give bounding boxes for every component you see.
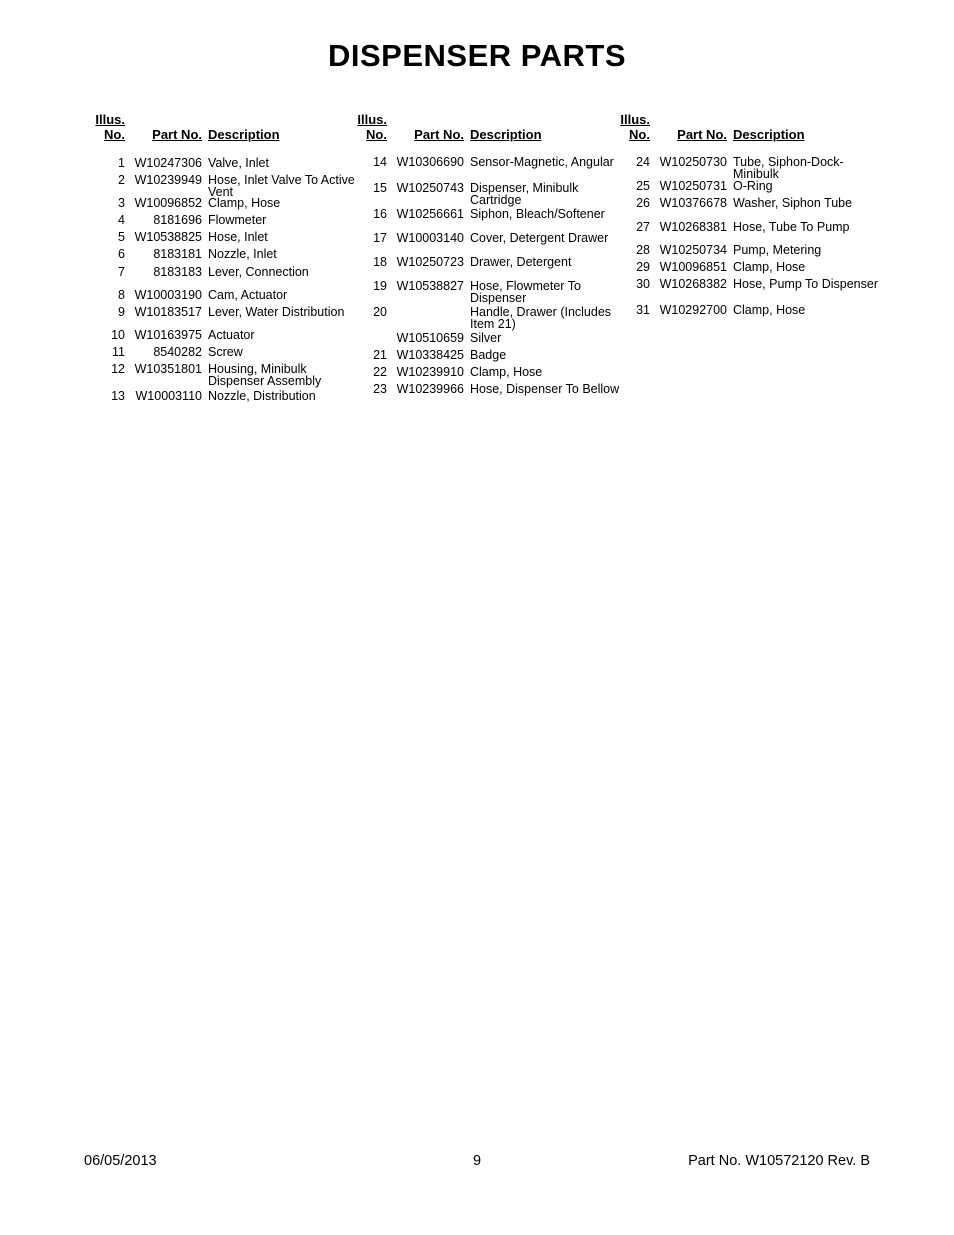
part-no-cell: W10250723 bbox=[396, 255, 464, 269]
part-no-cell: W10096852 bbox=[134, 196, 202, 210]
part-no-cell: W10250731 bbox=[659, 179, 727, 193]
description-cell: Lever, Connection bbox=[208, 265, 309, 279]
description-cell: Hose, Pump To Dispenser bbox=[733, 277, 878, 291]
illus-no-cell: 16 bbox=[373, 207, 387, 221]
illus-no-cell: 12 bbox=[111, 362, 125, 376]
illus-no-cell: 10 bbox=[111, 328, 125, 342]
description-cell: Screw bbox=[208, 345, 243, 359]
part-no-cell: 8181696 bbox=[153, 213, 202, 227]
illus-no-cell: 28 bbox=[636, 243, 650, 257]
illus-no-cell: 30 bbox=[636, 277, 650, 291]
illus-no-cell: 29 bbox=[636, 260, 650, 274]
description-cell: Clamp, Hose bbox=[208, 196, 281, 210]
illus-no-cell: 9 bbox=[118, 305, 125, 319]
illus-no-cell: 15 bbox=[373, 181, 387, 195]
illus-no-cell: 3 bbox=[118, 196, 125, 210]
description-cell: Handle, Drawer (Includes Item 21) bbox=[470, 305, 612, 331]
illus-no-cell: 18 bbox=[373, 255, 387, 269]
illus-no-cell: 27 bbox=[636, 220, 650, 234]
no-header: No. bbox=[629, 127, 650, 142]
description-cell: Hose, Inlet Valve To Active Vent bbox=[208, 173, 355, 199]
description-cell: Pump, Metering bbox=[733, 243, 822, 257]
illus-no-cell: 2 bbox=[118, 173, 125, 187]
description-cell: Lever, Water Distribution bbox=[208, 305, 345, 319]
part-no-cell: W10256661 bbox=[396, 207, 464, 221]
description-cell: Valve, Inlet bbox=[208, 156, 269, 170]
description-header: Description bbox=[470, 127, 542, 142]
page-title: DISPENSER PARTS bbox=[327, 38, 627, 73]
part-no-cell: W10163975 bbox=[134, 328, 202, 342]
illus-no-cell: 5 bbox=[118, 230, 125, 244]
description-cell: Hose, Inlet bbox=[208, 230, 268, 244]
part-no-cell: 8183183 bbox=[153, 265, 202, 279]
description-cell: Washer, Siphon Tube bbox=[733, 196, 853, 210]
illus-no-cell: 7 bbox=[118, 265, 125, 279]
illus-no-cell: 6 bbox=[118, 247, 125, 261]
illus-no-cell: 14 bbox=[373, 155, 387, 169]
description-cell: Silver bbox=[470, 331, 502, 345]
part-no-cell: W10538825 bbox=[134, 230, 202, 244]
part-no-cell: 8183181 bbox=[153, 247, 202, 261]
illus-no-cell: 26 bbox=[636, 196, 650, 210]
description-cell: Drawer, Detergent bbox=[470, 255, 572, 269]
description-cell: O-Ring bbox=[733, 179, 773, 193]
footer-page-number: 9 bbox=[472, 1153, 482, 1169]
description-cell: Siphon, Bleach/Softener bbox=[470, 207, 605, 221]
part-no-cell: W10306690 bbox=[396, 155, 464, 169]
illus-no-cell: 24 bbox=[636, 155, 650, 169]
illus-no-cell: 31 bbox=[636, 303, 650, 317]
description-cell: Clamp, Hose bbox=[470, 365, 543, 379]
illus-no-cell: 22 bbox=[373, 365, 387, 379]
part-no-cell: W10292700 bbox=[659, 303, 727, 317]
illus-no-cell: 4 bbox=[118, 213, 125, 227]
part-no-cell: W10183517 bbox=[134, 305, 202, 319]
part-no-header: Part No. bbox=[677, 127, 727, 142]
illus-header: Illus. bbox=[620, 112, 650, 127]
description-cell: Nozzle, Distribution bbox=[208, 389, 316, 403]
part-no-header: Part No. bbox=[414, 127, 464, 142]
part-no-cell: W10003190 bbox=[134, 288, 202, 302]
part-no-cell: 8540282 bbox=[153, 345, 202, 359]
description-cell: Cover, Detergent Drawer bbox=[470, 231, 609, 245]
illus-no-cell: 25 bbox=[636, 179, 650, 193]
illus-no-cell: 19 bbox=[373, 279, 387, 293]
illus-no-cell: 11 bbox=[112, 345, 125, 359]
description-cell: Dispenser, Minibulk Cartridge bbox=[470, 181, 579, 207]
description-cell: Sensor-Magnetic, Angular bbox=[470, 155, 614, 169]
part-no-cell: W10268381 bbox=[659, 220, 727, 234]
illus-no-cell: 17 bbox=[373, 231, 387, 245]
column-header bbox=[617, 110, 882, 146]
column-header bbox=[92, 110, 357, 146]
part-no-cell: W10268382 bbox=[659, 277, 727, 291]
part-no-cell: W10239966 bbox=[396, 382, 464, 396]
part-no-cell: W10003140 bbox=[396, 231, 464, 245]
part-no-cell: W10338425 bbox=[396, 348, 464, 362]
parts-column-2 bbox=[354, 110, 620, 396]
part-no-cell: W10250730 bbox=[659, 155, 727, 169]
no-header: No. bbox=[104, 127, 125, 142]
footer-date: 06/05/2013 bbox=[84, 1153, 157, 1169]
description-header: Description bbox=[733, 127, 805, 142]
column-header bbox=[354, 110, 619, 146]
description-header: Description bbox=[208, 127, 280, 142]
description-cell: Clamp, Hose bbox=[733, 303, 806, 317]
part-no-cell: W10538827 bbox=[396, 279, 464, 293]
illus-no-cell: 20 bbox=[373, 305, 387, 319]
part-no-cell: W10376678 bbox=[659, 196, 727, 210]
footer-part-number: Part No. W10572120 Rev. B bbox=[688, 1153, 870, 1169]
part-no-cell: W10239910 bbox=[396, 365, 464, 379]
illus-no-cell: 13 bbox=[111, 389, 125, 403]
part-no-cell: W10510659 bbox=[396, 331, 464, 345]
description-cell: Hose, Flowmeter To Dispenser bbox=[470, 279, 581, 305]
illus-no-cell: 23 bbox=[373, 382, 387, 396]
illus-header: Illus. bbox=[95, 112, 125, 127]
description-cell: Hose, Dispenser To Bellow bbox=[470, 382, 620, 396]
illus-header: Illus. bbox=[357, 112, 387, 127]
part-no-cell: W10247306 bbox=[134, 156, 202, 170]
part-no-cell: W10239949 bbox=[134, 173, 202, 187]
parts-column-3 bbox=[617, 110, 882, 317]
parts-column-1 bbox=[92, 110, 357, 403]
part-no-cell: W10351801 bbox=[134, 362, 202, 376]
description-cell: Actuator bbox=[208, 328, 255, 342]
description-cell: Housing, Minibulk Dispenser Assembly bbox=[208, 362, 322, 388]
part-no-cell: W10250743 bbox=[396, 181, 464, 195]
part-no-cell: W10003110 bbox=[135, 389, 202, 403]
description-cell: Flowmeter bbox=[208, 213, 267, 227]
description-cell: Nozzle, Inlet bbox=[208, 247, 277, 261]
illus-no-cell: 8 bbox=[118, 288, 125, 302]
description-cell: Tube, Siphon-Dock-Minibulk bbox=[733, 155, 844, 181]
description-cell: Clamp, Hose bbox=[733, 260, 806, 274]
illus-no-cell: 1 bbox=[118, 156, 125, 170]
illus-no-cell: 21 bbox=[373, 348, 387, 362]
part-no-cell: W10250734 bbox=[659, 243, 727, 257]
part-no-cell: W10096851 bbox=[659, 260, 727, 274]
description-cell: Hose, Tube To Pump bbox=[733, 220, 850, 234]
description-cell: Cam, Actuator bbox=[208, 288, 288, 302]
no-header: No. bbox=[366, 127, 387, 142]
part-no-header: Part No. bbox=[152, 127, 202, 142]
description-cell: Badge bbox=[470, 348, 507, 362]
